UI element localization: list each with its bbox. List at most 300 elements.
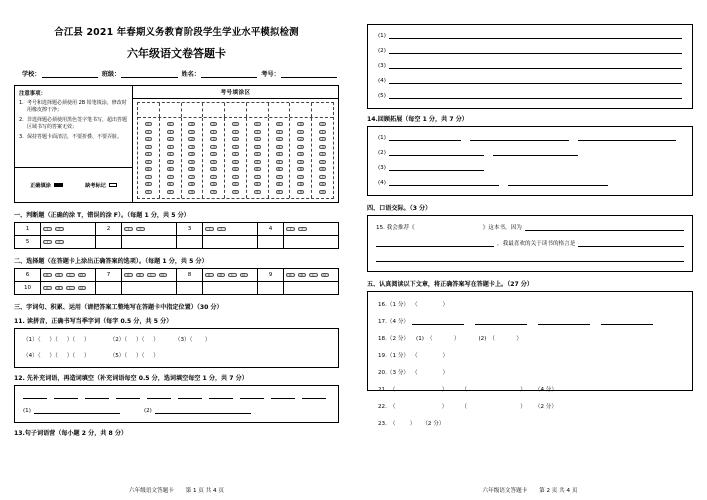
digit-bubble[interactable]: 6 <box>210 167 217 171</box>
digit-bubble[interactable]: 8 <box>319 182 326 186</box>
option-bubble[interactable]: F <box>298 227 307 231</box>
q12-word-blank[interactable] <box>54 392 78 399</box>
info-block <box>14 85 339 203</box>
q12-word-blank[interactable] <box>116 392 140 399</box>
q12-word-blank[interactable] <box>178 392 202 399</box>
item-score: （2 分） <box>534 404 557 410</box>
answer-bubbles-cell[interactable] <box>122 223 177 236</box>
instruction-text: 非选择题必须使用黑色签字笔书写，超出答题区域书写的答案无效； <box>27 116 128 131</box>
digit-bubble[interactable]: 3 <box>254 145 261 149</box>
digit-bubble[interactable]: 9 <box>254 190 261 194</box>
option-bubble[interactable]: T <box>43 227 52 231</box>
school-field[interactable] <box>22 69 98 78</box>
item-tag: 23. <box>378 421 387 427</box>
digit-bubble[interactable]: 5 <box>297 160 304 164</box>
section-five-item[interactable] <box>378 300 682 308</box>
digit-bubble[interactable]: 8 <box>210 182 217 186</box>
section-five-item[interactable] <box>378 402 682 410</box>
q12-word-blank[interactable] <box>23 392 47 399</box>
digit-bubble[interactable]: 1 <box>276 130 283 134</box>
answer-bubbles-cell[interactable] <box>284 282 339 295</box>
q12-word-blank[interactable] <box>147 392 171 399</box>
item-tag: 17.（4 分） <box>378 319 410 325</box>
digit-bubble[interactable]: 8 <box>167 182 174 186</box>
instruction-item <box>19 117 128 133</box>
q15-blank-4 <box>376 255 684 262</box>
digit-bubble[interactable]: 7 <box>254 175 261 179</box>
section-three-heading: 三、字词句、积累、运用（请把答案工整地写在答题卡中指定位置）（30 分） <box>14 304 223 311</box>
digit-bubble[interactable]: 3 <box>276 145 283 149</box>
digit-bubble[interactable]: 1 <box>188 130 195 134</box>
digit-bubble[interactable]: 7 <box>210 175 217 179</box>
digit-bubble[interactable]: 5 <box>276 160 283 164</box>
answer-paren[interactable]: （ ） <box>412 370 449 376</box>
digit-bubble[interactable]: 7 <box>319 175 326 179</box>
digit-bubble[interactable]: 3 <box>297 145 304 149</box>
option-bubble[interactable]: A <box>43 273 52 277</box>
section-five-answer-box[interactable] <box>367 291 693 427</box>
exam-number-write-cell[interactable] <box>203 103 225 117</box>
question-number-cell: 10 <box>15 282 41 295</box>
digit-bubble[interactable]: 0 <box>297 122 304 126</box>
answer-paren[interactable]: （ ） <box>412 353 449 359</box>
q11-heading: 11. 读拼音，正确书写当季字词（每字 0.5 分，共 5 分） <box>14 318 173 325</box>
digit-bubble[interactable]: 4 <box>210 152 217 156</box>
digit-bubble[interactable]: 0 <box>145 122 152 126</box>
truefalse-table[interactable] <box>14 222 339 249</box>
item-tag: 20.（3 分） <box>378 370 410 376</box>
section-five-item[interactable] <box>378 419 682 427</box>
section-five-item[interactable] <box>378 385 682 393</box>
digit-bubble[interactable]: 4 <box>188 152 195 156</box>
digit-bubble[interactable]: 1 <box>254 130 261 134</box>
digit-bubble[interactable]: 7 <box>232 175 239 179</box>
exam-number-write-cell[interactable] <box>160 103 182 117</box>
q14-row-tag: (2) <box>378 150 386 156</box>
digit-bubble[interactable]: 5 <box>145 160 152 164</box>
question-number-cell <box>177 236 203 249</box>
digit-bubble[interactable]: 9 <box>145 190 152 194</box>
question-number-cell: 5 <box>15 236 41 249</box>
answer-paren[interactable]: （ ） <box>426 336 460 342</box>
instruction-number: 1. <box>19 99 24 106</box>
exam-number-write-cell[interactable] <box>138 103 160 117</box>
option-bubble[interactable]: F <box>136 227 145 231</box>
q14-blank[interactable] <box>389 149 484 156</box>
exam-number-write-cell[interactable] <box>312 103 333 117</box>
option-bubble[interactable]: D <box>78 286 87 290</box>
digit-bubble[interactable]: 3 <box>210 145 217 149</box>
exam-number-digit-column[interactable] <box>312 118 333 198</box>
page-left <box>0 0 353 500</box>
answer-bubbles-cell[interactable] <box>284 269 339 282</box>
answer-bubbles-cell[interactable] <box>203 282 258 295</box>
q15-row-2[interactable] <box>376 239 684 247</box>
exam-number-write-cell[interactable] <box>182 103 204 117</box>
digit-bubble[interactable]: 4 <box>254 152 261 156</box>
table-row <box>15 269 339 282</box>
digit-bubble[interactable]: 4 <box>276 152 283 156</box>
digit-bubble[interactable]: 8 <box>276 182 283 186</box>
digit-bubble[interactable]: 0 <box>210 122 217 126</box>
digit-bubble[interactable]: 4 <box>167 152 174 156</box>
option-bubble[interactable]: D <box>240 273 249 277</box>
q14-row-tag: (1) <box>378 135 386 141</box>
answer-paren[interactable]: （ ） <box>461 387 526 393</box>
digit-bubble[interactable]: 2 <box>297 137 304 141</box>
q14-blank[interactable] <box>493 149 578 156</box>
item-tag: 22. <box>378 404 387 410</box>
digit-bubble[interactable]: 7 <box>276 175 283 179</box>
name-rule <box>201 71 257 78</box>
digit-bubble[interactable]: 4 <box>232 152 239 156</box>
cont-row[interactable] <box>378 77 682 84</box>
digit-bubble[interactable]: 0 <box>232 122 239 126</box>
marking-legend <box>15 168 132 202</box>
digit-bubble[interactable]: 3 <box>145 145 152 149</box>
section-five-item[interactable] <box>378 317 682 325</box>
q14-answer-box[interactable] <box>367 126 693 196</box>
answer-bubbles-cell[interactable] <box>41 282 96 295</box>
instruction-text: 保持答题卡面清洁，不要折叠、不要弄脏。 <box>27 133 123 140</box>
option-bubble[interactable]: D <box>78 273 87 277</box>
digit-bubble[interactable]: 7 <box>167 175 174 179</box>
digit-bubble[interactable]: 7 <box>188 175 195 179</box>
digit-bubble[interactable]: 6 <box>167 167 174 171</box>
digit-bubble[interactable]: 1 <box>145 130 152 134</box>
option-bubble[interactable]: B <box>55 286 64 290</box>
digit-bubble[interactable]: 2 <box>232 137 239 141</box>
answer-bubbles-cell[interactable] <box>122 282 177 295</box>
q15-blank-1 <box>525 224 684 231</box>
option-bubble[interactable]: T <box>205 227 214 231</box>
section-five-item[interactable] <box>378 368 682 376</box>
q15-blank-3 <box>578 240 684 247</box>
digit-bubble[interactable]: 3 <box>188 145 195 149</box>
choice-table[interactable] <box>14 268 339 295</box>
q14-blank[interactable] <box>508 179 608 186</box>
digit-bubble[interactable]: 1 <box>210 130 217 134</box>
answer-bubbles-cell[interactable] <box>203 236 258 249</box>
examno-rule <box>281 71 337 78</box>
q14-row[interactable] <box>378 149 682 156</box>
digit-bubble[interactable]: 6 <box>297 167 304 171</box>
exam-number-digit-column[interactable] <box>290 118 312 198</box>
digit-bubble[interactable]: 6 <box>188 167 195 171</box>
q12-word-blank[interactable] <box>240 392 264 399</box>
exam-number-digit-column[interactable] <box>225 118 247 198</box>
instruction-item <box>19 100 128 116</box>
option-bubble[interactable]: C <box>66 273 75 277</box>
exam-number-write-cell[interactable] <box>290 103 312 117</box>
question-number-cell: 9 <box>258 269 284 282</box>
option-bubble[interactable]: A <box>286 273 295 277</box>
digit-bubble[interactable]: 9 <box>210 190 217 194</box>
footer-right-name: 六年级语文答题卡 <box>482 488 528 494</box>
exam-number-digit-column[interactable] <box>203 118 225 198</box>
digit-bubble[interactable]: 4 <box>319 152 326 156</box>
digit-bubble[interactable]: 8 <box>188 182 195 186</box>
answer-paren[interactable]: （ ） <box>461 404 526 410</box>
q12-heading: 12. 先补充词语，再造词填空（补充词语每空 0.5 分，选词填空每空 1 分，共 7 分） <box>14 375 248 382</box>
option-bubble[interactable]: F <box>55 240 64 244</box>
digit-bubble[interactable]: 8 <box>254 182 261 186</box>
student-info-row <box>22 69 337 78</box>
digit-bubble[interactable]: 1 <box>297 130 304 134</box>
digit-bubble[interactable]: 8 <box>232 182 239 186</box>
item-tag: 18.（2 分） <box>378 336 410 342</box>
q11-item-3: （3）（ ） <box>174 337 211 343</box>
digit-bubble[interactable]: 5 <box>319 160 326 164</box>
digit-bubble[interactable]: 5 <box>232 160 239 164</box>
section-five-item[interactable] <box>378 334 682 342</box>
digit-bubble[interactable]: 2 <box>254 137 261 141</box>
cont-row[interactable] <box>378 32 682 39</box>
digit-bubble[interactable]: 9 <box>276 190 283 194</box>
digit-bubble[interactable]: 6 <box>276 167 283 171</box>
exam-grid-body <box>133 99 338 202</box>
digit-bubble[interactable]: 9 <box>167 190 174 194</box>
option-bubble[interactable]: C <box>309 273 318 277</box>
section-two-heading: 二、选择题（在答题卡上涂出正确答案的选项）。（每题 1 分，共 5 分） <box>14 258 208 265</box>
q15-blank-2 <box>376 240 494 247</box>
digit-bubble[interactable]: 5 <box>210 160 217 164</box>
exam-number-digit-column[interactable] <box>182 118 204 198</box>
digit-bubble[interactable]: 2 <box>188 137 195 141</box>
option-bubble[interactable]: D <box>159 273 168 277</box>
item-blank[interactable] <box>601 318 653 325</box>
question-number-cell: 8 <box>177 269 203 282</box>
q15-prefix: 15. 我会推荐《 <box>376 225 415 231</box>
digit-bubble[interactable]: 6 <box>232 167 239 171</box>
option-bubble[interactable]: D <box>321 273 330 277</box>
q14-blank[interactable] <box>389 179 499 186</box>
item-blank[interactable] <box>475 318 527 325</box>
legend-correct-label: 正确填涂 <box>30 182 51 189</box>
q15-row-1[interactable] <box>376 223 684 231</box>
digit-bubble[interactable]: 6 <box>145 167 152 171</box>
option-bubble[interactable]: B <box>55 273 64 277</box>
table-row <box>15 236 339 249</box>
instruction-text: 考号和选择题必须使用 2B 铅笔填涂，修改时用橡皮擦干净； <box>27 99 127 114</box>
digit-bubble[interactable]: 3 <box>232 145 239 149</box>
option-bubble[interactable]: F <box>217 227 226 231</box>
digit-bubble[interactable]: 2 <box>145 137 152 141</box>
item-blank[interactable] <box>412 318 464 325</box>
answer-bubbles-cell[interactable] <box>122 236 177 249</box>
q12-blank-row[interactable] <box>23 392 330 399</box>
exam-number-write-cell[interactable] <box>225 103 247 117</box>
item-score: （4 分） <box>534 387 557 393</box>
name-field[interactable] <box>182 69 258 78</box>
digit-bubble[interactable]: 2 <box>276 137 283 141</box>
digit-bubble[interactable]: 3 <box>319 145 326 149</box>
q11-answer-box[interactable] <box>14 328 339 368</box>
digit-bubble[interactable]: 7 <box>297 175 304 179</box>
cont-tag-5: (5) <box>378 93 386 99</box>
digit-bubble[interactable]: 0 <box>188 122 195 126</box>
question-number-cell: 3 <box>177 223 203 236</box>
q14-blank[interactable] <box>389 134 461 141</box>
q11-row[interactable] <box>23 351 330 359</box>
digit-bubble[interactable]: 1 <box>167 130 174 134</box>
footer-left-name: 六年级语文答题卡 <box>129 488 174 494</box>
digit-bubble[interactable]: 8 <box>297 182 304 186</box>
digit-bubble[interactable]: 1 <box>319 130 326 134</box>
digit-bubble[interactable]: 9 <box>188 190 195 194</box>
cont-row[interactable] <box>378 47 682 54</box>
cont-row[interactable] <box>378 62 682 69</box>
q15-tail: ，我最喜欢的关于读书的格言是 <box>497 241 576 247</box>
notes-column <box>15 86 133 202</box>
digit-bubble[interactable]: 8 <box>145 182 152 186</box>
digit-bubble[interactable]: 7 <box>145 175 152 179</box>
digit-bubble[interactable]: 0 <box>319 122 326 126</box>
option-bubble[interactable]: F <box>55 227 64 231</box>
page-right <box>353 0 707 500</box>
q12-word-blank[interactable] <box>302 392 326 399</box>
q13-heading: 13.句子词语营（每小题 2 分，共 8 分） <box>14 430 128 437</box>
answer-paren[interactable]: （ ） <box>389 421 416 427</box>
exam-number-write-cell[interactable] <box>247 103 269 117</box>
cont-row[interactable] <box>378 92 682 99</box>
legend-absent-label: 缺考标记 <box>85 182 106 189</box>
item-blank[interactable] <box>538 318 590 325</box>
q14-blank[interactable] <box>389 164 484 171</box>
answer-bubbles-cell[interactable] <box>41 223 96 236</box>
option-bubble[interactable]: B <box>136 273 145 277</box>
digit-bubble[interactable]: 4 <box>297 152 304 156</box>
option-bubble[interactable]: T <box>124 227 133 231</box>
digit-bubble[interactable]: 9 <box>297 190 304 194</box>
answer-bubbles-cell[interactable] <box>203 269 258 282</box>
answer-bubbles-cell[interactable] <box>284 236 339 249</box>
school-label: 学校： <box>22 71 41 78</box>
examno-field[interactable] <box>261 69 337 78</box>
school-rule <box>42 71 98 78</box>
option-bubble[interactable]: A <box>205 273 214 277</box>
answer-bubbles-cell[interactable] <box>284 223 339 236</box>
digit-bubble[interactable]: 3 <box>167 145 174 149</box>
exam-grid-box <box>137 102 334 199</box>
digit-bubble[interactable]: 9 <box>319 190 326 194</box>
digit-bubble[interactable]: 0 <box>276 122 283 126</box>
cont-blank-2 <box>389 47 682 54</box>
q14-row[interactable] <box>378 134 682 141</box>
q14-row[interactable] <box>378 164 682 171</box>
answer-paren[interactable]: （ ） <box>389 404 448 410</box>
exam-number-digit-column[interactable] <box>269 118 291 198</box>
examno-label: 考号： <box>261 71 280 78</box>
exam-number-write-cell[interactable] <box>269 103 291 117</box>
digit-bubble[interactable]: 2 <box>319 137 326 141</box>
digit-bubble[interactable]: 9 <box>232 190 239 194</box>
digit-bubble[interactable]: 5 <box>167 160 174 164</box>
question-number-cell <box>177 282 203 295</box>
legend-correct-fill <box>30 182 63 189</box>
option-bubble[interactable]: A <box>43 286 52 290</box>
q12-word-blank[interactable] <box>85 392 109 399</box>
answer-paren[interactable]: （ ） <box>412 302 449 308</box>
option-bubble[interactable]: T <box>286 227 295 231</box>
q12-word-blank[interactable] <box>271 392 295 399</box>
digit-bubble[interactable]: 0 <box>167 122 174 126</box>
exam-number-digit-column[interactable] <box>247 118 269 198</box>
question-number-cell: 4 <box>258 223 284 236</box>
sub-tag: (2) <box>478 336 487 342</box>
q11-item-2: （2）（ ）（ ） <box>109 337 159 343</box>
option-bubble[interactable]: A <box>124 273 133 277</box>
cont-tag-3: (3) <box>378 63 386 69</box>
q14-blank[interactable] <box>578 134 676 141</box>
answer-bubbles-cell[interactable] <box>122 269 177 282</box>
cont-tag-2: (2) <box>378 48 386 54</box>
digit-bubble[interactable]: 6 <box>319 167 326 171</box>
exam-number-write-row[interactable] <box>138 103 333 117</box>
option-bubble[interactable]: B <box>298 273 307 277</box>
instructions <box>15 86 132 168</box>
q12-sub-1-blank <box>34 407 120 414</box>
exam-number-digit-column[interactable] <box>160 118 182 198</box>
q12-word-blank[interactable] <box>209 392 233 399</box>
q11-row[interactable] <box>23 335 330 343</box>
q14-row[interactable] <box>378 179 682 186</box>
question-number-cell: 2 <box>96 223 122 236</box>
instruction-item <box>19 134 128 142</box>
q15-mid: 》这本书，因为 <box>482 225 522 231</box>
table-row <box>15 282 339 295</box>
option-bubble[interactable]: T <box>43 240 52 244</box>
continuation-answer-box[interactable] <box>367 24 693 109</box>
q15-answer-box[interactable] <box>367 215 693 272</box>
digit-bubble[interactable]: 0 <box>254 122 261 126</box>
q12-answer-box[interactable] <box>14 385 339 423</box>
digit-bubble[interactable]: 6 <box>254 167 261 171</box>
digit-bubble[interactable]: 4 <box>145 152 152 156</box>
digit-bubble[interactable]: 5 <box>188 160 195 164</box>
sub-tag: (1) <box>416 336 424 342</box>
question-number-cell: 1 <box>15 223 41 236</box>
answer-bubbles-cell[interactable] <box>41 269 96 282</box>
name-label: 姓名： <box>181 71 201 78</box>
class-label: 班级： <box>101 71 121 78</box>
digit-bubble[interactable]: 1 <box>232 130 239 134</box>
q14-blank[interactable] <box>470 134 568 141</box>
instruction-number: 2. <box>19 116 24 123</box>
option-bubble[interactable]: B <box>217 273 226 277</box>
exam-number-digit-column[interactable] <box>138 118 160 198</box>
q12-sub-row[interactable] <box>23 407 330 414</box>
filled-bar-icon <box>54 183 63 187</box>
section-five-item[interactable] <box>378 351 682 359</box>
exam-number-bubble-grid[interactable] <box>138 117 333 198</box>
page-subtitle: 六年级语文卷答题卡 <box>127 47 226 60</box>
option-bubble[interactable]: C <box>147 273 156 277</box>
answer-paren[interactable]: （ ） <box>489 336 522 342</box>
class-field[interactable] <box>102 69 178 78</box>
q11-item-1: （1）（ ）（ ）（ ） <box>23 337 90 343</box>
option-bubble[interactable]: C <box>228 273 237 277</box>
answer-bubbles-cell[interactable] <box>203 223 258 236</box>
q15-row-3[interactable] <box>376 255 684 262</box>
answer-paren[interactable]: （ ） <box>389 387 448 393</box>
digit-bubble[interactable]: 2 <box>210 137 217 141</box>
answer-bubbles-cell[interactable] <box>41 236 96 249</box>
digit-bubble[interactable]: 2 <box>167 137 174 141</box>
instruction-number: 3. <box>19 133 24 140</box>
option-bubble[interactable]: C <box>66 286 75 290</box>
digit-bubble[interactable]: 5 <box>254 160 261 164</box>
